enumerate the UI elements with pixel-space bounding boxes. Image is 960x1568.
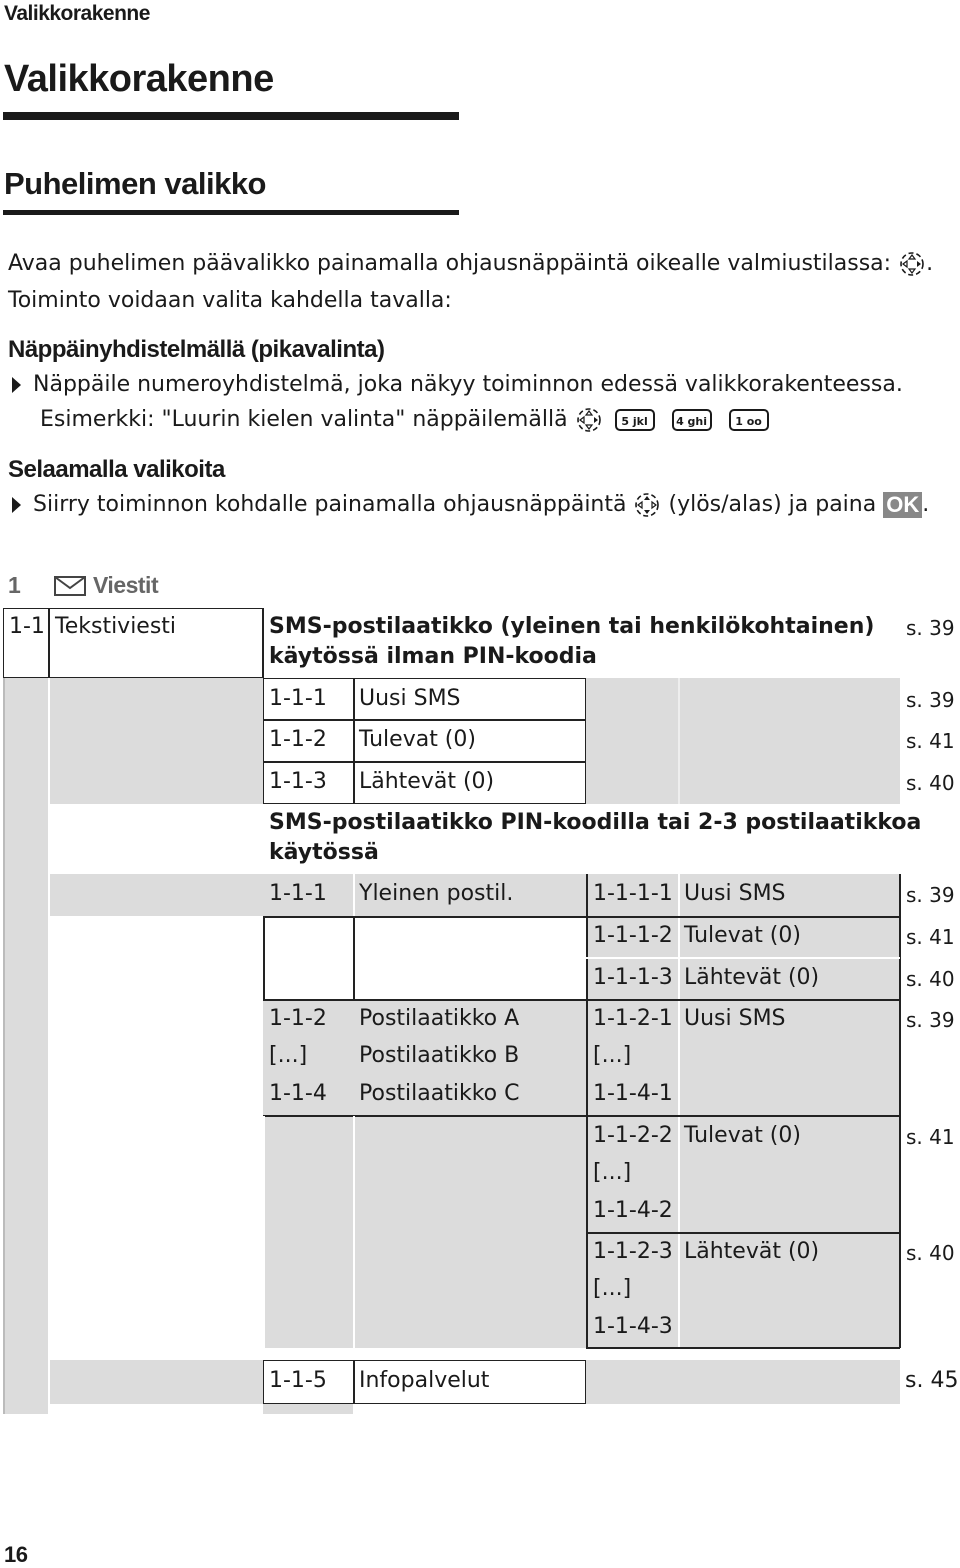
info-num: 1-1-5 [269,1368,327,1393]
box-group-label: Lähtevät (0) [684,1239,820,1264]
general-item-page: s. 40 [906,967,955,991]
nav-updown-icon [633,491,661,519]
desc2-line1: SMS-postilaatikko PIN-koodilla tai 2-3 postilaatikkoa [269,810,922,835]
box-group-num: 1-1-4-1 [593,1081,673,1106]
general-num: 1-1-1 [269,881,327,906]
box-group-page: s. 41 [906,1125,955,1149]
row-1-1-label: Tekstiviesti [55,614,177,639]
method1-example: Esimerkki: "Luurin kielen valinta" näppäilemällä 5 jkl 4 ghi 1 oo [40,406,774,434]
intro-line-1: Avaa puhelimen päävalikko painamalla ohjausnäppäintä oikealle valmiustilassa: . [8,251,934,276]
page-title: Valikkorakenne [4,58,274,100]
general-item-label: Uusi SMS [684,881,786,906]
item-1-1-3-num: 1-1-3 [269,769,327,794]
box-group-num: 1-1-4-2 [593,1198,673,1223]
box-group-num: [...] [593,1276,632,1301]
box-group-num: 1-1-2-1 [593,1006,673,1031]
box-group-num: 1-1-4-3 [593,1314,673,1339]
col1-shade [3,678,49,1414]
item-1-1-2-num: 1-1-2 [269,727,327,752]
box-label: Postilaatikko C [359,1081,520,1106]
box-num: [...] [269,1043,308,1068]
general-item-num: 1-1-1-2 [593,923,673,948]
section-title: Puhelimen valikko [4,166,266,201]
item-1-1-2-label: Tulevat (0) [359,727,476,752]
nav-key-icon [898,250,926,278]
item-page: s. 40 [906,771,955,795]
section-rule [3,210,459,215]
box-group-num: [...] [593,1160,632,1185]
general-item-label: Tulevat (0) [684,923,801,948]
desc1-line1: SMS-postilaatikko (yleinen tai henkilökohtainen) [269,614,875,639]
general-item-page: s. 39 [906,883,955,907]
envelope-icon [54,576,86,596]
page-number: 16 [4,1542,28,1567]
general-item-label: Lähtevät (0) [684,965,820,990]
key-5-icon: 5 jkl [615,409,655,431]
blank-cell [263,916,585,1000]
box-group-page: s. 40 [906,1241,955,1265]
item-1-1-1-num: 1-1-1 [269,686,327,711]
general-item-num: 1-1-1-3 [593,965,673,990]
bottom-stub [263,1404,353,1414]
key-4-icon: 4 ghi [672,409,712,431]
method1-bullet: Näppäile numeroyhdistelmä, joka näkyy toiminnon edessä valikkorakenteessa. [12,372,903,397]
method1-heading: Näppäinyhdistelmällä (pikavalinta) [8,336,385,363]
box-label: Postilaatikko B [359,1043,520,1068]
item-page: s. 39 [906,688,955,712]
general-item-num: 1-1-1-1 [593,881,673,906]
item-1-1-1-label: Uusi SMS [359,686,461,711]
method2-heading: Selaamalla valikoita [8,456,225,483]
item-1-1-3-label: Lähtevät (0) [359,769,495,794]
box-label: Postilaatikko A [359,1006,520,1031]
item-page: s. 41 [906,729,955,753]
method2-bullet: Siirry toiminnon kohdalle painamalla ohjausnäppäintä (ylös/alas) ja paina OK . [12,491,929,519]
info-page: s. 45 [905,1368,959,1393]
general-item-page: s. 41 [906,925,955,949]
info-label: Infopalvelut [359,1368,490,1393]
bullet-arrow-icon [12,497,21,513]
desc2-line2: käytössä [269,840,379,865]
box-num: 1-1-2 [269,1006,327,1031]
running-header: Valikkorakenne [4,2,150,25]
row-1-1-num: 1-1 [9,614,45,639]
desc1-page: s. 39 [906,616,955,640]
box-group-label: Tulevat (0) [684,1123,801,1148]
ok-key-icon: OK [883,492,922,518]
menu-number: 1 [8,572,21,598]
box-group-num: 1-1-2-3 [593,1239,673,1264]
intro-line-2: Toiminto voidaan valita kahdella tavalla: [8,288,452,313]
desc1-line2: käytössä ilman PIN-koodia [269,644,597,669]
title-rule [3,112,459,120]
bullet-arrow-icon [12,377,21,393]
box-group-label: Uusi SMS [684,1006,786,1031]
general-label: Yleinen postil. [359,881,514,906]
box-num: 1-1-4 [269,1081,327,1106]
menu-name: Viestit [93,572,159,598]
nav-key-icon [575,406,603,434]
key-1-icon: 1 oo [729,409,769,431]
box-group-num: 1-1-2-2 [593,1123,673,1148]
box-group-page: s. 39 [906,1008,955,1032]
box-groups-left-shade [263,1116,586,1348]
box-group-num: [...] [593,1043,632,1068]
